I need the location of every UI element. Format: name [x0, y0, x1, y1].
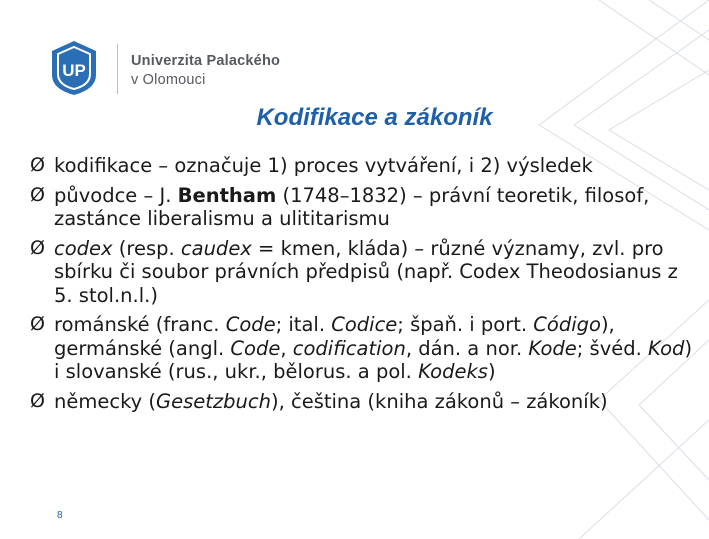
- bullet-text: ; švéd.: [576, 336, 649, 360]
- bullet-text: , dán. a nor.: [405, 336, 529, 360]
- bullet-text-italic: caudex: [180, 236, 252, 260]
- bullet-text-italic: Kodeks: [418, 360, 488, 383]
- university-name-line2: v Olomouci: [131, 72, 206, 88]
- bullet-text-italic: Gesetzbuch: [156, 389, 271, 413]
- bullet-list: [30, 154, 700, 419]
- university-logo-icon: [50, 39, 98, 97]
- arrow-bullet-icon: Ø: [30, 154, 45, 176]
- bullet-text: (resp.: [112, 236, 181, 260]
- logo-divider: [117, 44, 118, 94]
- slide-title: Kodifikace a zákoník: [256, 104, 493, 131]
- bullet-text: ; špaň. i port.: [397, 313, 534, 336]
- bullet-text-italic: Codice: [331, 313, 398, 336]
- university-name-line1: Univerzita Palackého: [131, 53, 281, 69]
- bullet-text: ), germánské (angl.: [54, 313, 615, 360]
- logo-letters: UP: [62, 61, 86, 80]
- page-number: 8: [57, 510, 63, 521]
- arrow-bullet-icon: Ø: [30, 313, 45, 335]
- bullet-text-italic: codex: [54, 236, 113, 260]
- bullet-text-italic: Código: [533, 313, 601, 336]
- bullet-text: původce – J.: [54, 183, 178, 207]
- bullet-text-italic: Kod: [648, 336, 685, 360]
- bullet-text: kodifikace – označuje 1) proces vytváření, i 2) výsledek: [54, 154, 593, 177]
- bullet-text: německy (: [54, 389, 157, 413]
- bullet-text: ,: [280, 336, 293, 360]
- arrow-bullet-icon: Ø: [30, 236, 45, 259]
- arrow-bullet-icon: Ø: [30, 389, 45, 412]
- bullet-text: ), čeština (kniha zákonů – zákoník): [270, 389, 608, 413]
- university-name: [131, 52, 280, 90]
- bullet-item-romanske: [30, 313, 700, 384]
- bullet-text-italic: Code: [230, 336, 281, 360]
- bullet-text: = kmen, kláda) – různé významy, zvl. pro sbírku či soubor právních předpisů (např. Codex Theodosianus z 5. stol.n.l.): [54, 236, 678, 307]
- bullet-text: ; ital.: [275, 313, 332, 336]
- bullet-text-bold: Bentham: [177, 183, 277, 207]
- bullet-text: ) i slovanské (rus., ukr., bělorus. a pol.: [54, 336, 693, 383]
- bullet-text: románské (franc.: [54, 313, 226, 336]
- bullet-text-italic: Kode: [528, 336, 577, 360]
- bullet-item-nemecky: [30, 390, 700, 414]
- bullet-text-italic: Code: [225, 313, 276, 336]
- bullet-text: (1748–1832) – právní teoretik, filosof, zastánce liberalismu a ulititarismu: [54, 183, 650, 230]
- bullet-text-italic: codification: [292, 336, 406, 360]
- bullet-item-codex: [30, 237, 700, 308]
- bullet-item-puvodce: [30, 184, 700, 231]
- bullet-item-kodifikace: [30, 154, 700, 178]
- arrow-bullet-icon: Ø: [30, 183, 45, 206]
- bullet-text: ): [487, 360, 496, 383]
